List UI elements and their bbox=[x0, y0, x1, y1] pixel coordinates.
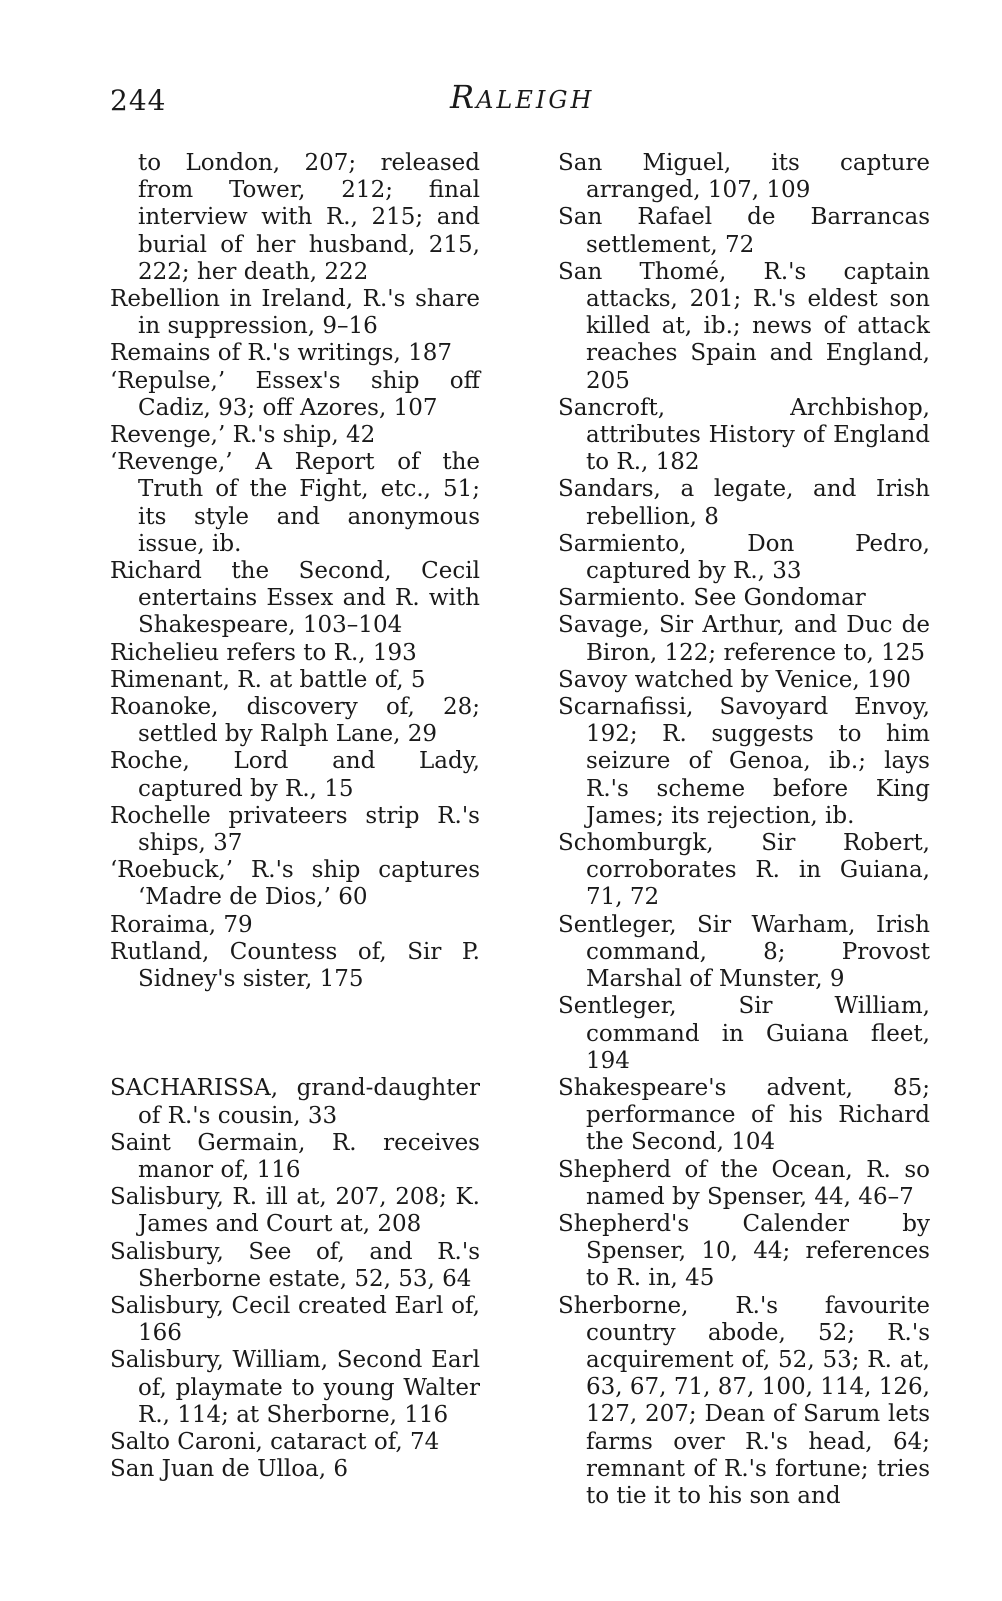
index-entry: Roanoke, discovery of, 28; settled by Ralph Lane, 29 bbox=[110, 694, 480, 748]
index-entry: Salisbury, R. ill at, 207, 208; K. James and Court at, 208 bbox=[110, 1184, 480, 1238]
index-entry: Sarmiento. See Gondomar bbox=[558, 585, 866, 612]
index-entry: Saint Germain, R. receives manor of, 116 bbox=[110, 1129, 480, 1183]
index-entry: Richard the Second, Cecil entertains Essex and R. with Shakespeare, 103–104 bbox=[110, 558, 480, 639]
index-entry: Shakespeare's advent, 85; performance of his Richard the Second, 104 bbox=[558, 1074, 930, 1156]
index-entry: Salisbury, See of, and R.'s Sherborne estate, 52, 53, 64 bbox=[110, 1238, 480, 1292]
index-column-right bbox=[558, 150, 930, 1510]
index-entry: Savoy watched by Venice, 190 bbox=[558, 666, 911, 693]
index-column-left bbox=[110, 150, 480, 1483]
index-entry: San Rafael de Barrancas settlement, 72 bbox=[558, 204, 930, 258]
running-title-rest: ALEIGH bbox=[476, 86, 595, 114]
page-number: 244 bbox=[110, 84, 167, 117]
index-entry: Scarnafissi, Savoyard Envoy, 192; R. suggests to him seizure of Genoa, ib.; lays R.'s scheme before King James; its rejection, ib. bbox=[558, 694, 930, 829]
index-entry: Roraima, 79 bbox=[110, 911, 253, 938]
section-gap bbox=[110, 993, 480, 1075]
index-entry: Sarmiento, Don Pedro, captured by R., 33 bbox=[558, 530, 930, 585]
index-entry: Roche, Lord and Lady, captured by R., 15 bbox=[110, 748, 480, 802]
page-header bbox=[110, 78, 930, 128]
index-entry: Sentleger, Sir William, command in Guiana fleet, 194 bbox=[558, 993, 930, 1074]
index-entry: Rutland, Countess of, Sir P. Sidney's sister, 175 bbox=[110, 938, 480, 993]
running-title bbox=[450, 78, 594, 116]
index-entry: Rebellion in Ireland, R.'s share in suppression, 9–16 bbox=[110, 286, 480, 340]
index-entry: Shepherd's Calender by Spenser, 10, 44; references to R. in, 45 bbox=[558, 1210, 930, 1292]
index-entry: SACHARISSA, grand-daughter of R.'s cousin, 33 bbox=[110, 1075, 480, 1129]
index-entry: San Juan de Ulloa, 6 bbox=[110, 1456, 349, 1483]
index-entry: Richelieu refers to R., 193 bbox=[110, 639, 417, 666]
index-entry: Revenge,’ R.'s ship, 42 bbox=[110, 422, 376, 449]
index-entry: Salisbury, William, Second Earl of, playmate to young Walter R., 114; at Sherborne, 116 bbox=[110, 1347, 480, 1428]
index-entry: Sentleger, Sir Warham, Irish command, 8; Provost Marshal of Munster, 9 bbox=[558, 911, 930, 993]
index-entry: Shepherd of the Ocean, R. so named by Spenser, 44, 46–7 bbox=[558, 1156, 930, 1210]
index-entry: Salisbury, Cecil created Earl of, 166 bbox=[110, 1292, 480, 1347]
index-entry: ‘Revenge,’ A Report of the Truth of the Fight, etc., 51; its style and anonymous issue, ib. bbox=[110, 449, 480, 557]
index-entry: Remains of R.'s writings, 187 bbox=[110, 340, 452, 367]
running-title-initial: R bbox=[450, 78, 477, 116]
index-entry: ‘Repulse,’ Essex's ship off Cadiz, 93; off Azores, 107 bbox=[110, 367, 480, 421]
index-entry: Salto Caroni, cataract of, 74 bbox=[110, 1428, 440, 1455]
index-entry: Rimenant, R. at battle of, 5 bbox=[110, 666, 426, 693]
index-entry: San Miguel, its capture arranged, 107, 109 bbox=[558, 150, 930, 204]
index-entry: Rochelle privateers strip R.'s ships, 37 bbox=[110, 802, 480, 857]
index-entry: ‘Roebuck,’ R.'s ship captures ‘Madre de Dios,’ 60 bbox=[110, 857, 480, 911]
index-entry: Schomburgk, Sir Robert, corroborates R. in Guiana, 71, 72 bbox=[558, 830, 930, 911]
index-entry: Savage, Sir Arthur, and Duc de Biron, 122; reference to, 125 bbox=[558, 612, 930, 666]
index-entry: Sherborne, R.'s favourite country abode, 52; R.'s acquirement of, 52, 53; R. at, 63, 67, 71, 87, 100, 114, 126, 127, 207; Dean of Sarum lets farms over R.'s head, 64; remnant of R.'s fortune; tries to tie it to his son and bbox=[558, 1292, 930, 1509]
index-entry: San Thomé, R.'s captain attacks, 201; R.'s eldest son killed at, ib.; news of attack reaches Spain and England, 205 bbox=[558, 258, 930, 394]
index-entry: Sancroft, Archbishop, attributes History of England to R., 182 bbox=[558, 394, 930, 476]
index-entry: to London, 207; released from Tower, 212; final interview with R., 215; and burial of her husband, 215, 222; her death, 222 bbox=[138, 150, 480, 285]
index-entry: Sandars, a legate, and Irish rebellion, 8 bbox=[558, 476, 930, 530]
